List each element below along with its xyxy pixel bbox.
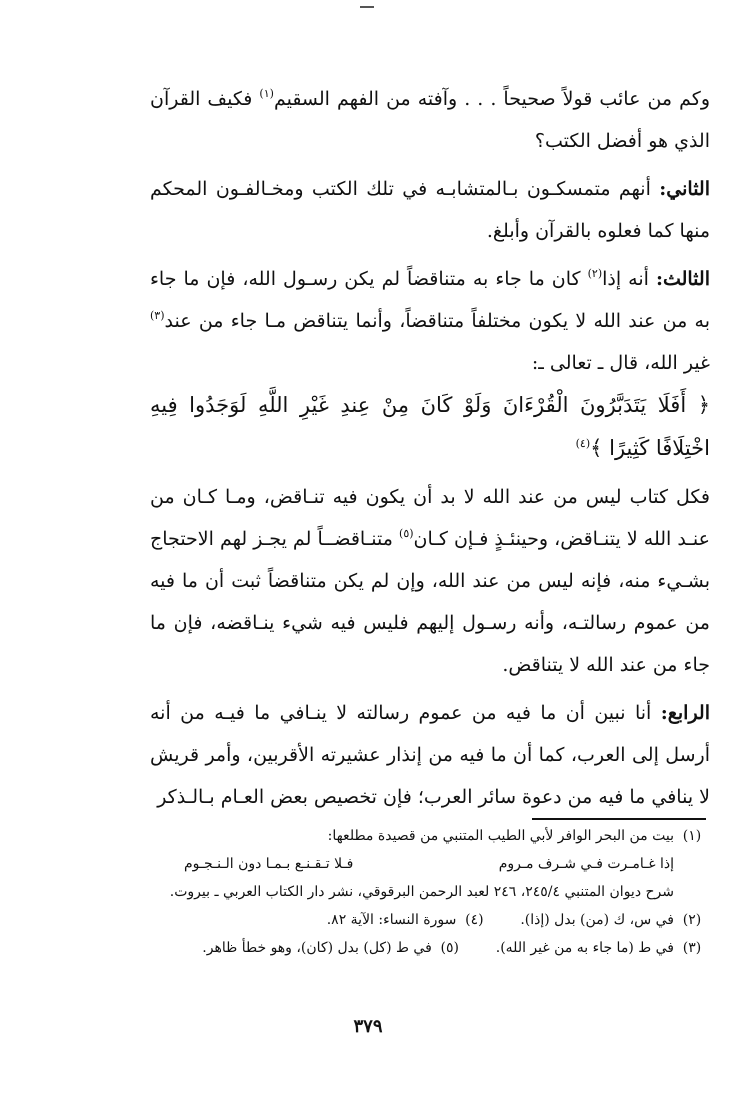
footnote-row-3-5 bbox=[150, 934, 710, 962]
p2-text: أنهم متمسكـون بـالمتشابـه في تلك الكتب ومخـالفـون المحكم منها كما فعلوه بالقرآن وأبلغ. bbox=[150, 178, 710, 242]
paragraph-5 bbox=[150, 692, 710, 818]
paragraph-2 bbox=[150, 168, 710, 252]
p3-text-c: غير الله، قال ـ تعالى ـ: bbox=[531, 352, 710, 374]
footnote-number: (٥) bbox=[440, 940, 459, 956]
footnote-3: في ط (ما جاء به من غير الله). bbox=[495, 940, 674, 956]
p4-text-a: فكل كتاب ليس من عند الله لا بد أن يكون فيه تنـاقض، ومـا كـان من عنـد الله لا يتنـاقض، وحينئـذٍ فـإن كـان bbox=[150, 486, 710, 550]
footnote-ref-1: (١) bbox=[259, 87, 274, 100]
footnote-ref-3: (٣) bbox=[150, 309, 165, 322]
footnote-1-source: شرح ديوان المتنبي ٢٤٥/٤، ٢٤٦ لعبد الرحمن البرقوقي، نشر دار الكتاب العربي ـ بيروت. bbox=[169, 884, 674, 900]
p3-text-b: كان ما جاء به متناقضاً لم يكن رسـول الله، فإن ما جاء به من عند الله لا يكون مختلفاً متناقضاً، وأنما يتناقض مـا جاء من عند bbox=[150, 268, 710, 332]
p3-lead: الثالث: bbox=[655, 268, 710, 290]
p4-text-b: متنـاقضــاً لم يجـز لهم الاحتجاج بشـيء منه، فإنه ليس من عند الله، وإن لم يكن متناقضاً ثبت أن ما فيه من عموم رسالتـه، وأنه رسـول إليهم فليس فيه شيء ينـاقضه، فإن ما جاء من عند الله لا يتناقض. bbox=[150, 528, 710, 676]
footnotes bbox=[150, 822, 710, 962]
p1-text: وكم من عائب قولاً صحيحاً . . . وآفته من الفهم السقيم bbox=[273, 88, 710, 110]
page-number: ٣٧٩ bbox=[353, 1016, 383, 1037]
p3-text-a: أنه إذا bbox=[602, 268, 656, 290]
footnote-ref-2: (٢) bbox=[587, 267, 603, 280]
footnote-1 bbox=[150, 822, 710, 906]
main-text bbox=[150, 78, 710, 824]
paragraph-3 bbox=[150, 258, 710, 470]
paragraph-1 bbox=[150, 78, 710, 162]
poetry-verse bbox=[184, 850, 674, 878]
footnote-number: (٢) bbox=[682, 912, 702, 928]
footnote-5: في ط (كل) بدل (كان)، وهو خطأ ظاهر. bbox=[202, 940, 432, 956]
footnote-number: (٣) bbox=[682, 940, 702, 956]
paragraph-4 bbox=[150, 476, 710, 686]
p1-tail: فكيف القرآن الذي هو أفضل الكتب؟ bbox=[150, 88, 710, 152]
verse-second-half: فـلا تـقـنـع بـمـا دون الـنـجـوم bbox=[184, 856, 354, 872]
footnote-ref-5: (٥) bbox=[399, 527, 414, 540]
footnote-number: (٤) bbox=[465, 912, 484, 928]
p5-text: أنا نبين أن ما فيه من عموم رسالته لا ينـافي ما فيـه من أنه أرسل إلى العرب، كما أن ما فيه من إنذار عشيرته الأقربين، وأمر قريش لا ينافي ما فيه من دعوة سائر العرب؛ فإن تخصيص بعض العـام بـالـذكر bbox=[150, 702, 710, 808]
top-mark bbox=[360, 0, 374, 8]
footnote-row-2-4 bbox=[150, 906, 710, 934]
quran-verse: ﴿ أَفَلَا يَتَدَبَّرُونَ الْقُرْءَانَ وَلَوْ كَانَ مِنْ عِندِ غَيْرِ اللَّهِ لَوَجَدُوا فِيهِ اخْتِلَافًا كَثِيرًا ﴾ bbox=[150, 393, 710, 460]
footnote-1-line: بيت من البحر الوافر لأبي الطيب المتنبي من قصيدة مطلعها: bbox=[327, 828, 674, 844]
footnote-body bbox=[150, 822, 674, 906]
footnote-2: في س، ك (من) بدل (إذا). bbox=[520, 912, 674, 928]
verse-first-half: إذا غـامـرت فـي شـرف مـروم bbox=[498, 856, 674, 872]
footnote-number: (١) bbox=[682, 828, 702, 844]
footnote-ref-4: (٤) bbox=[575, 437, 591, 450]
p2-lead: الثاني: bbox=[659, 178, 710, 200]
p5-lead: الرابع: bbox=[660, 702, 710, 724]
footnote-4: سورة النساء: الآية ٨٢. bbox=[326, 912, 457, 928]
footnote-separator bbox=[532, 818, 706, 820]
